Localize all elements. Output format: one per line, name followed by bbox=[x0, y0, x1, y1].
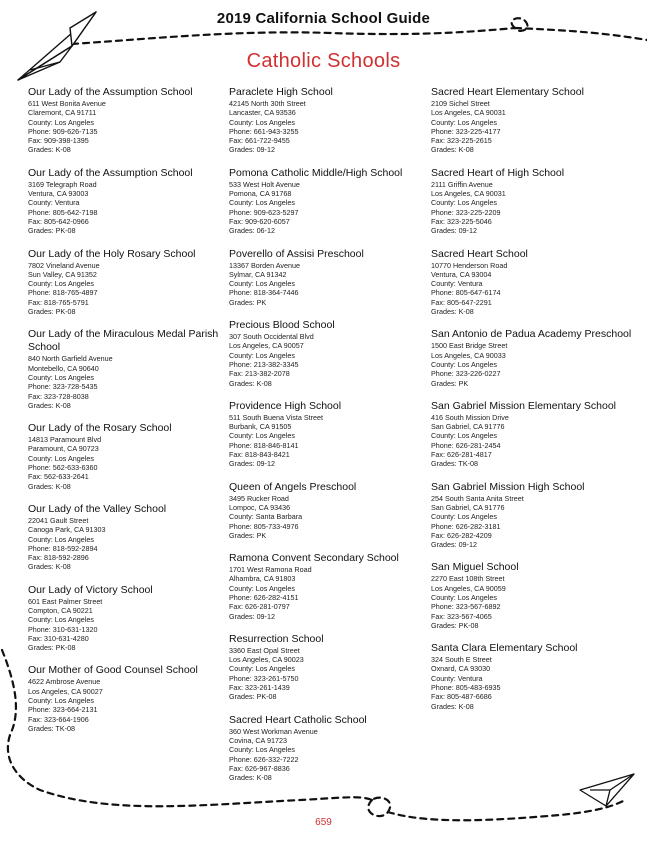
school-detail-line: Los Angeles, CA 90027 bbox=[28, 686, 103, 696]
school-detail-line: Phone: 562-633-6360 bbox=[28, 463, 98, 473]
school-entry bbox=[28, 248, 226, 317]
school-entry bbox=[28, 503, 226, 572]
school-detail-line: Fax: 909-620-6057 bbox=[229, 216, 290, 226]
school-name: San Antonio de Padua Academy Preschool bbox=[431, 328, 632, 341]
school-detail-line: County: Los Angeles bbox=[229, 198, 295, 208]
school-detail-line: 611 West Bonita Avenue bbox=[28, 99, 106, 108]
school-detail-line: Phone: 310-631-1320 bbox=[28, 624, 98, 634]
school-detail-line: Fax: 213-382-2078 bbox=[229, 369, 290, 379]
school-detail-line: 10770 Henderson Road bbox=[431, 260, 508, 270]
school-detail-line: Sun Valley, CA 91352 bbox=[28, 269, 97, 279]
school-entry bbox=[229, 167, 427, 236]
school-detail-line: San Gabriel, CA 91776 bbox=[431, 422, 505, 432]
school-detail-line: 14813 Paramount Blvd bbox=[28, 435, 102, 445]
school-detail-line: Phone: 818-364-7446 bbox=[229, 288, 299, 298]
school-detail-line: County: Los Angeles bbox=[28, 372, 94, 382]
school-detail-line: County: Los Angeles bbox=[431, 431, 497, 441]
school-detail-line: Oxnard, CA 93030 bbox=[431, 664, 491, 674]
school-name: Paraclete High School bbox=[229, 86, 333, 98]
school-detail-line: Grades: K-08 bbox=[28, 400, 71, 410]
school-detail-line: Grades: 06-12 bbox=[229, 226, 275, 236]
school-detail-line: County: Ventura bbox=[431, 279, 483, 289]
school-entry bbox=[229, 552, 427, 621]
school-detail-line: Phone: 818-765-4897 bbox=[28, 288, 98, 298]
school-name: Providence High School bbox=[229, 399, 342, 412]
school-column-2 bbox=[229, 86, 427, 794]
school-detail-line: Los Angeles, CA 90033 bbox=[431, 350, 506, 360]
school-detail-line: Los Angeles, CA 90031 bbox=[431, 108, 506, 118]
school-detail-line: County: Los Angeles bbox=[431, 198, 497, 208]
school-detail-line: Phone: 818-592-2894 bbox=[28, 543, 98, 553]
school-detail-line: Fax: 310-631-4280 bbox=[28, 633, 89, 643]
school-detail-line: County: Los Angeles bbox=[431, 512, 497, 522]
school-detail-line: Phone: 626-282-4151 bbox=[229, 592, 299, 602]
school-entry bbox=[28, 664, 226, 733]
school-name: San Miguel School bbox=[431, 561, 519, 574]
school-detail-line: County: Los Angeles bbox=[28, 696, 94, 706]
school-detail-line: County: Ventura bbox=[431, 673, 483, 683]
school-detail-line: 840 North Garfield Avenue bbox=[28, 354, 113, 364]
school-detail-line: 13367 Borden Avenue bbox=[229, 260, 301, 270]
school-detail-line: Fax: 323-567-4065 bbox=[431, 611, 492, 621]
school-detail-line: San Gabriel, CA 91776 bbox=[431, 502, 505, 512]
school-detail-line: Phone: 213-382-3345 bbox=[229, 359, 299, 369]
school-detail-line: Fax: 562-633-2641 bbox=[28, 472, 89, 482]
school-detail-line: Fax: 323-261-1439 bbox=[229, 683, 290, 693]
school-detail-line: County: Los Angeles bbox=[28, 615, 94, 625]
school-detail-line: County: Los Angeles bbox=[229, 117, 295, 127]
school-name: San Gabriel Mission Elementary School bbox=[431, 399, 617, 412]
school-entry bbox=[28, 422, 226, 491]
school-detail-line: Fax: 323-225-2615 bbox=[431, 136, 492, 146]
school-detail-line: 2111 Griffin Avenue bbox=[431, 179, 493, 189]
school-detail-line: County: Los Angeles bbox=[431, 117, 497, 127]
school-detail-line: Grades: 09-12 bbox=[229, 145, 275, 155]
school-detail-line: Phone: 805-483-6935 bbox=[431, 683, 501, 693]
school-entry bbox=[28, 167, 226, 236]
school-entry bbox=[28, 328, 226, 410]
school-detail-line: County: Los Angeles bbox=[229, 583, 295, 593]
school-detail-line: Phone: 805-733-4976 bbox=[229, 521, 299, 531]
school-entry bbox=[229, 714, 427, 783]
school-detail-line: County: Los Angeles bbox=[229, 279, 295, 289]
school-detail-line: Fax: 323-664-1906 bbox=[28, 714, 89, 724]
school-name: Resurrection School bbox=[229, 632, 324, 645]
school-detail-line: Covina, CA 91723 bbox=[229, 735, 287, 745]
school-detail-line: 22041 Gault Street bbox=[28, 515, 89, 525]
school-detail-line: Grades: PK bbox=[229, 530, 267, 540]
school-detail-line: Sylmar, CA 91342 bbox=[229, 269, 287, 279]
school-detail-line: County: Los Angeles bbox=[229, 745, 295, 755]
school-detail-line: Fax: 626-281-0797 bbox=[229, 602, 290, 612]
school-detail-line: Phone: 661-943-3255 bbox=[229, 126, 299, 136]
school-detail-line: 254 South Santa Anita Street bbox=[431, 493, 524, 503]
school-name: Our Lady of Victory School bbox=[28, 583, 153, 596]
school-detail-line: Grades: PK-08 bbox=[431, 620, 479, 630]
school-detail-line: Fax: 661-722-9455 bbox=[229, 136, 290, 146]
school-detail-line: 2270 East 108th Street bbox=[431, 574, 505, 584]
school-detail-line: Phone: 323-261-5750 bbox=[229, 673, 299, 683]
school-detail-line: County: Los Angeles bbox=[28, 534, 94, 544]
school-detail-line: Montebello, CA 90640 bbox=[28, 363, 99, 373]
school-detail-line: Los Angeles, CA 90023 bbox=[229, 655, 304, 665]
school-detail-line: 533 West Holt Avenue bbox=[229, 179, 300, 189]
school-detail-line: Grades: K-08 bbox=[229, 378, 272, 388]
school-detail-line: Grades: PK-08 bbox=[229, 692, 277, 702]
school-name: Sacred Heart of High School bbox=[431, 166, 565, 179]
school-detail-line: 2109 Sichel Street bbox=[431, 99, 490, 108]
school-name: Queen of Angels Preschool bbox=[229, 480, 357, 493]
school-detail-line: Grades: PK bbox=[229, 297, 267, 307]
school-detail-line: Lancaster, CA 93536 bbox=[229, 108, 296, 118]
school-detail-line: Fax: 626-281-4817 bbox=[431, 450, 492, 460]
school-detail-line: Phone: 323-225-4177 bbox=[431, 126, 501, 136]
school-detail-line: Los Angeles, CA 90057 bbox=[229, 341, 304, 351]
school-detail-line: 416 South Mission Drive bbox=[431, 412, 509, 422]
school-detail-line: Grades: 09-12 bbox=[431, 540, 477, 550]
school-detail-line: County: Santa Barbara bbox=[229, 512, 303, 522]
school-detail-line: Fax: 626-282-4209 bbox=[431, 530, 492, 540]
school-name: Our Lady of the Holy Rosary School bbox=[28, 247, 196, 260]
school-entry bbox=[431, 328, 641, 387]
school-column-1 bbox=[28, 86, 226, 745]
school-detail-line: Grades: TK-08 bbox=[431, 459, 479, 469]
school-detail-line: Grades: K-08 bbox=[229, 773, 272, 783]
school-entry bbox=[229, 481, 427, 540]
guide-title: 2019 California School Guide bbox=[216, 10, 431, 27]
school-detail-line: 42145 North 30th Street bbox=[229, 99, 306, 108]
school-detail-line: Grades: PK-08 bbox=[28, 226, 76, 236]
school-detail-line: Fax: 805-647-2291 bbox=[431, 297, 492, 307]
school-name: Our Mother of Good Counsel School bbox=[28, 664, 198, 677]
school-entry bbox=[229, 319, 427, 388]
school-detail-line: 324 South E Street bbox=[431, 655, 492, 665]
school-detail-line: Phone: 323-664-2131 bbox=[28, 705, 98, 715]
school-detail-line: Phone: 323-728-5435 bbox=[28, 382, 98, 392]
school-detail-line: Pomona, CA 91768 bbox=[229, 189, 292, 199]
school-detail-line: County: Los Angeles bbox=[28, 279, 94, 289]
school-detail-line: 1500 East Bridge Street bbox=[431, 341, 508, 351]
school-detail-line: Fax: 323-225-5046 bbox=[431, 216, 492, 226]
school-entry bbox=[431, 400, 641, 469]
section-title: Catholic Schools bbox=[246, 50, 401, 72]
school-detail-line: Paramount, CA 90723 bbox=[28, 444, 99, 454]
school-detail-line: Phone: 323-225-2209 bbox=[431, 207, 501, 217]
school-entry bbox=[229, 633, 427, 702]
school-detail-line: County: Los Angeles bbox=[28, 117, 94, 127]
school-detail-line: Compton, CA 90221 bbox=[28, 605, 93, 615]
school-detail-line: Los Angeles, CA 90059 bbox=[431, 583, 506, 593]
school-detail-line: 307 South Occidental Blvd bbox=[229, 332, 314, 342]
school-detail-line: County: Los Angeles bbox=[431, 592, 497, 602]
school-entry bbox=[229, 86, 427, 155]
school-name: Our Lady of the Valley School bbox=[28, 502, 167, 515]
school-detail-line: Fax: 909-398-1395 bbox=[28, 136, 89, 146]
school-detail-line: 7802 Vineland Avenue bbox=[28, 260, 100, 270]
school-name: Precious Blood School bbox=[229, 319, 335, 332]
school-detail-line: County: Los Angeles bbox=[229, 664, 295, 674]
school-detail-line: Grades: K-08 bbox=[28, 481, 71, 491]
school-detail-line: 3495 Rucker Road bbox=[229, 493, 289, 503]
school-detail-line: 1701 West Ramona Road bbox=[229, 565, 312, 575]
school-detail-line: Grades: K-08 bbox=[28, 562, 71, 572]
school-detail-line: Canoga Park, CA 91303 bbox=[28, 525, 106, 535]
school-detail-line: Fax: 818-843-8421 bbox=[229, 450, 290, 460]
school-entry bbox=[28, 584, 226, 653]
school-name: San Gabriel Mission High School bbox=[431, 480, 585, 493]
school-entry bbox=[431, 248, 641, 317]
school-detail-line: County: Los Angeles bbox=[229, 431, 295, 441]
school-detail-line: 511 South Buena Vista Street bbox=[229, 412, 324, 422]
school-entry bbox=[431, 481, 641, 550]
school-entry bbox=[28, 86, 226, 155]
school-detail-line: Phone: 323-226-0227 bbox=[431, 369, 501, 379]
school-detail-line: Phone: 805-647-6174 bbox=[431, 288, 501, 298]
school-detail-line: Fax: 818-592-2896 bbox=[28, 553, 89, 563]
page-number: 659 bbox=[315, 817, 332, 828]
school-detail-line: Phone: 626-282-3181 bbox=[431, 521, 501, 531]
school-detail-line: 601 East Palmer Street bbox=[28, 596, 103, 606]
school-detail-line: Phone: 909-623-5297 bbox=[229, 207, 299, 217]
school-detail-line: Grades: K-08 bbox=[431, 701, 474, 711]
school-detail-line: Phone: 805-642-7198 bbox=[28, 207, 98, 217]
school-detail-line: County: Los Angeles bbox=[229, 350, 295, 360]
school-entry bbox=[229, 248, 427, 307]
school-entry bbox=[431, 642, 641, 711]
school-detail-line: Fax: 818-765-5791 bbox=[28, 297, 89, 307]
school-name: Our Lady of the Miraculous Medal Parish School bbox=[28, 328, 219, 354]
school-detail-line: Fax: 805-642-0966 bbox=[28, 216, 89, 226]
school-name: Sacred Heart School bbox=[431, 247, 528, 260]
school-detail-line: Ventura, CA 93003 bbox=[28, 189, 89, 199]
school-detail-line: Phone: 626-281-2454 bbox=[431, 440, 501, 450]
school-detail-line: Alhambra, CA 91803 bbox=[229, 574, 296, 584]
school-detail-line: Grades: 09-12 bbox=[229, 459, 275, 469]
school-entry bbox=[431, 86, 641, 155]
school-name: Pomona Catholic Middle/High School bbox=[229, 166, 403, 179]
school-detail-line: Lompoc, CA 93436 bbox=[229, 502, 291, 512]
school-detail-line: Grades: K-08 bbox=[28, 145, 71, 155]
school-detail-line: Ventura, CA 93004 bbox=[431, 269, 492, 279]
school-detail-line: Fax: 805-487-6686 bbox=[431, 692, 492, 702]
school-detail-line: 4622 Ambrose Avenue bbox=[28, 677, 101, 687]
school-entry bbox=[431, 561, 641, 630]
school-detail-line: 360 West Workman Avenue bbox=[229, 726, 318, 736]
school-entry bbox=[229, 400, 427, 469]
school-name: Sacred Heart Catholic School bbox=[229, 713, 367, 726]
school-detail-line: Grades: K-08 bbox=[431, 145, 474, 155]
school-detail-line: Grades: TK-08 bbox=[28, 723, 76, 733]
school-name: Our Lady of the Assumption School bbox=[28, 86, 193, 98]
school-detail-line: Grades: PK bbox=[431, 378, 469, 388]
school-detail-line: Phone: 626-332-7222 bbox=[229, 754, 299, 764]
school-detail-line: 3360 East Opal Street bbox=[229, 645, 300, 655]
school-name: Our Lady of the Rosary School bbox=[28, 422, 172, 435]
school-detail-line: Grades: PK-08 bbox=[28, 307, 76, 317]
school-detail-line: Fax: 323-728-8038 bbox=[28, 391, 89, 401]
school-detail-line: Grades: 09-12 bbox=[229, 611, 275, 621]
school-detail-line: Grades: K-08 bbox=[431, 307, 474, 317]
school-detail-line: Phone: 909-626-7135 bbox=[28, 126, 98, 136]
school-detail-line: Fax: 626-967-8836 bbox=[229, 763, 290, 773]
school-detail-line: Phone: 818-846-8141 bbox=[229, 440, 299, 450]
school-column-3 bbox=[431, 86, 641, 723]
school-detail-line: 3169 Telegraph Road bbox=[28, 179, 97, 189]
school-detail-line: Claremont, CA 91711 bbox=[28, 108, 97, 118]
school-detail-line: Grades: PK-08 bbox=[28, 643, 76, 653]
school-detail-line: Los Angeles, CA 90031 bbox=[431, 189, 506, 199]
school-name: Poverello of Assisi Preschool bbox=[229, 247, 364, 260]
school-name: Sacred Heart Elementary School bbox=[431, 86, 584, 98]
school-entry bbox=[431, 167, 641, 236]
school-detail-line: Burbank, CA 91505 bbox=[229, 422, 292, 432]
school-name: Santa Clara Elementary School bbox=[431, 642, 578, 655]
school-detail-line: County: Los Angeles bbox=[28, 453, 94, 463]
school-name: Ramona Convent Secondary School bbox=[229, 552, 399, 565]
school-detail-line: Phone: 323-567-6892 bbox=[431, 602, 501, 612]
school-name: Our Lady of the Assumption School bbox=[28, 166, 193, 179]
school-detail-line: Grades: 09-12 bbox=[431, 226, 477, 236]
school-detail-line: County: Ventura bbox=[28, 198, 80, 208]
school-detail-line: County: Los Angeles bbox=[431, 359, 497, 369]
